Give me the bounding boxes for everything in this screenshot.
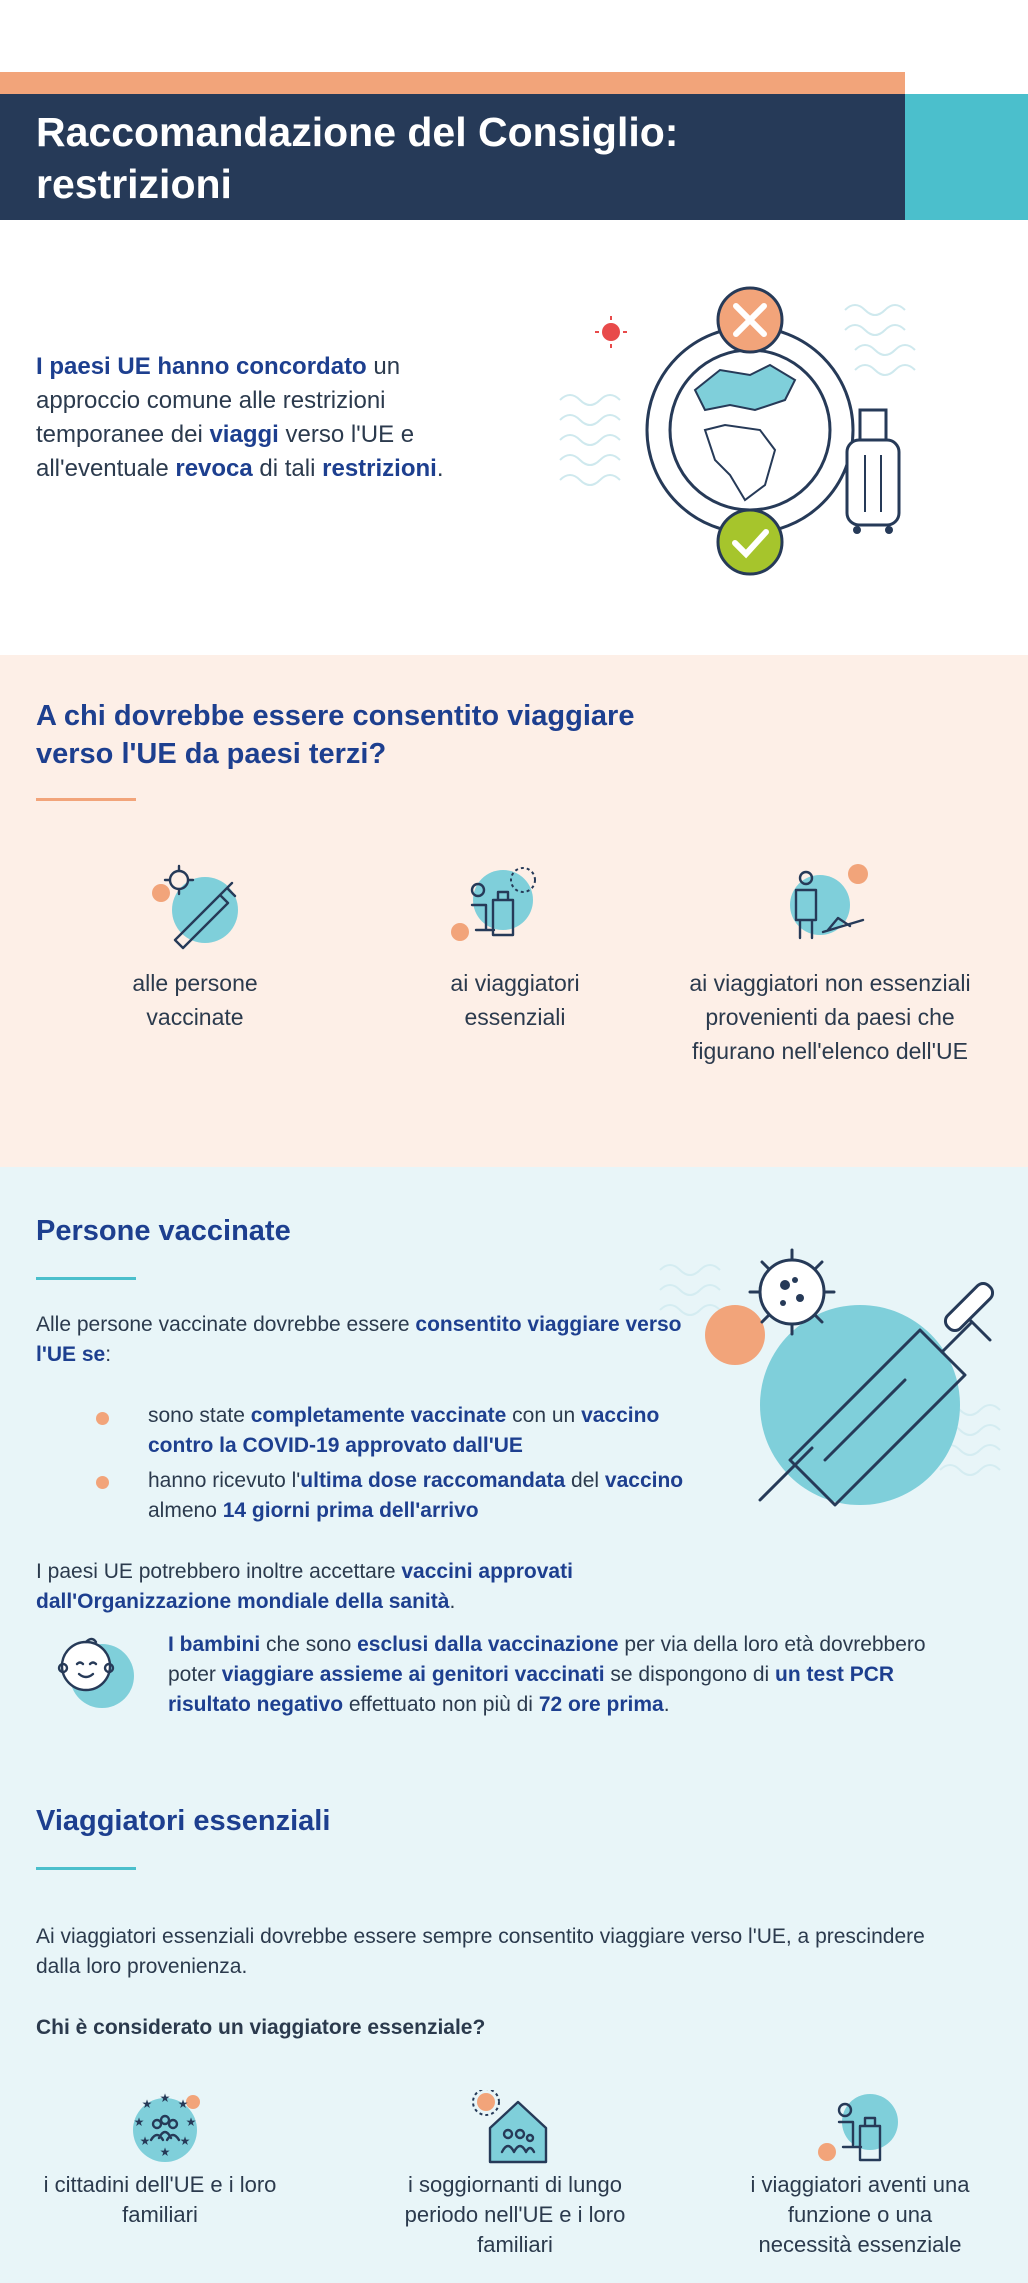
note-highlight: vaccini approvati dall'Organizzazione mondiale della sanità bbox=[36, 1560, 573, 1613]
note-text: I paesi UE potrebbero inoltre accettare bbox=[36, 1560, 402, 1583]
essential-label-long-term-residents: i soggiornanti di lungo periodo nell'UE e i loro familiari bbox=[404, 2172, 626, 2257]
bullet-dot bbox=[96, 1412, 109, 1425]
note-text: . bbox=[449, 1590, 456, 1613]
svg-text:★: ★ bbox=[159, 2091, 171, 2105]
intro-text bbox=[36, 350, 486, 486]
svg-text:★: ★ bbox=[185, 2115, 197, 2129]
header-accent-bar bbox=[0, 72, 905, 94]
svg-text:★: ★ bbox=[141, 2097, 153, 2111]
intro-text-part: un approccio comune alle restrizioni temporanee dei bbox=[36, 353, 401, 448]
section-divider bbox=[36, 1867, 136, 1870]
intro-highlight: viaggi bbox=[209, 421, 279, 448]
bullet-text: sono state bbox=[148, 1404, 251, 1427]
bullet-highlight: ultima dose raccomandata bbox=[300, 1469, 566, 1492]
kids-text: se dispongono di bbox=[604, 1663, 776, 1686]
svg-text:★: ★ bbox=[133, 2115, 145, 2129]
beach-traveler-icon bbox=[778, 860, 878, 950]
intro-highlight: I paesi UE hanno concordato bbox=[36, 353, 367, 380]
vaccinated-lead bbox=[36, 1310, 696, 1370]
baby-icon bbox=[50, 1632, 136, 1712]
section-divider bbox=[36, 1277, 136, 1280]
bullet-highlight: 14 giorni prima dell'arrivo bbox=[222, 1499, 479, 1522]
svg-text:★: ★ bbox=[177, 2097, 189, 2111]
virus-icon bbox=[602, 323, 620, 341]
who-heading-line-2: verso l'UE da paesi terzi? bbox=[36, 738, 387, 770]
intro-highlight: revoca bbox=[175, 455, 253, 482]
bullet-highlight: vaccino contro la COVID-19 approvato dall'UE bbox=[148, 1404, 660, 1457]
svg-text:★: ★ bbox=[139, 2134, 151, 2148]
intro-text-part: . bbox=[436, 455, 444, 482]
syringe-illustration bbox=[640, 1210, 1028, 1550]
globe-travel-illustration bbox=[555, 280, 935, 580]
bullet-text: almeno bbox=[148, 1499, 223, 1522]
bullet-highlight: completamente vaccinate bbox=[250, 1404, 507, 1427]
kids-highlight: viaggiare assieme ai genitori vaccinati bbox=[221, 1663, 605, 1686]
kids-text: che sono bbox=[260, 1633, 358, 1656]
bullet-highlight: vaccino bbox=[604, 1469, 684, 1492]
intro-text-part: verso l'UE e all'eventuale bbox=[36, 421, 415, 482]
kids-text: per via della loro età dovrebbero poter bbox=[168, 1633, 926, 1686]
essential-question: Chi è considerato un viaggiatore essenziale? bbox=[36, 2016, 486, 2039]
bullet-dot bbox=[96, 1476, 109, 1489]
kids-highlight: un test PCR risultato negativo bbox=[168, 1663, 895, 1716]
kids-highlight: 72 ore prima bbox=[538, 1693, 664, 1716]
who-vaccines-note bbox=[36, 1557, 676, 1617]
title-line-2: COVID-19 per i viaggi da paesi terzi bbox=[36, 213, 725, 259]
house-family-icon bbox=[470, 2090, 556, 2166]
syringe-icon bbox=[145, 860, 245, 950]
who-label-vaccinated: alle persone vaccinate bbox=[132, 970, 258, 1030]
who-label-nonessential: ai viaggiatori non essenziali provenienti da paesi che figurano nell'elenco dell'UE bbox=[689, 970, 971, 1064]
intro-highlight: restrizioni bbox=[322, 455, 437, 482]
kids-highlight: I bambini bbox=[168, 1633, 261, 1656]
intro-text-part: di tali bbox=[252, 455, 323, 482]
traveler-icon bbox=[815, 2090, 901, 2166]
vaccinated-lead-text: : bbox=[105, 1343, 112, 1366]
essential-lead: Ai viaggiatori essenziali dovrebbe essere sempre consentito viaggiare verso l'UE, a prescindere dalla loro provenienza. bbox=[36, 1925, 925, 1978]
kids-note bbox=[168, 1630, 958, 1720]
essential-label-eu-citizens: i cittadini dell'UE e i loro familiari bbox=[43, 2172, 277, 2227]
bullet-text: con un bbox=[506, 1404, 582, 1427]
kids-text: effettuato non più di bbox=[343, 1693, 539, 1716]
vaccinated-lead-text: Alle persone vaccinate dovrebbe essere bbox=[36, 1313, 416, 1336]
kids-highlight: esclusi dalla vaccinazione bbox=[357, 1633, 619, 1656]
kids-text: . bbox=[663, 1693, 670, 1716]
who-heading bbox=[36, 697, 756, 773]
vaccinated-heading: Persone vaccinate bbox=[36, 1215, 291, 1247]
essential-label-essential-function: i viaggiatori aventi una funzione o una necessità essenziale bbox=[750, 2172, 970, 2257]
page-title bbox=[0, 94, 905, 259]
vaccinated-lead-highlight: consentito viaggiare verso l'UE se bbox=[36, 1313, 682, 1366]
bullet-last-dose bbox=[148, 1466, 688, 1526]
bullet-fully-vaccinated bbox=[148, 1401, 718, 1461]
who-heading-line-1: A chi dovrebbe essere consentito viaggiare bbox=[36, 700, 635, 732]
who-label-essential: ai viaggiatori essenziali bbox=[450, 970, 580, 1030]
header-teal-block bbox=[905, 94, 1028, 220]
traveler-icon bbox=[448, 860, 548, 950]
suitcase-icon bbox=[847, 440, 899, 525]
svg-text:★: ★ bbox=[159, 2145, 171, 2159]
section-divider bbox=[36, 798, 136, 801]
bullet-text: del bbox=[565, 1469, 605, 1492]
essential-heading: Viaggiatori essenziali bbox=[36, 1805, 331, 1837]
svg-text:★: ★ bbox=[179, 2134, 191, 2148]
eu-citizens-icon bbox=[125, 2090, 211, 2166]
bullet-text: hanno ricevuto l' bbox=[148, 1469, 301, 1492]
title-line-1: Raccomandazione del Consiglio: restrizioni bbox=[36, 109, 679, 207]
